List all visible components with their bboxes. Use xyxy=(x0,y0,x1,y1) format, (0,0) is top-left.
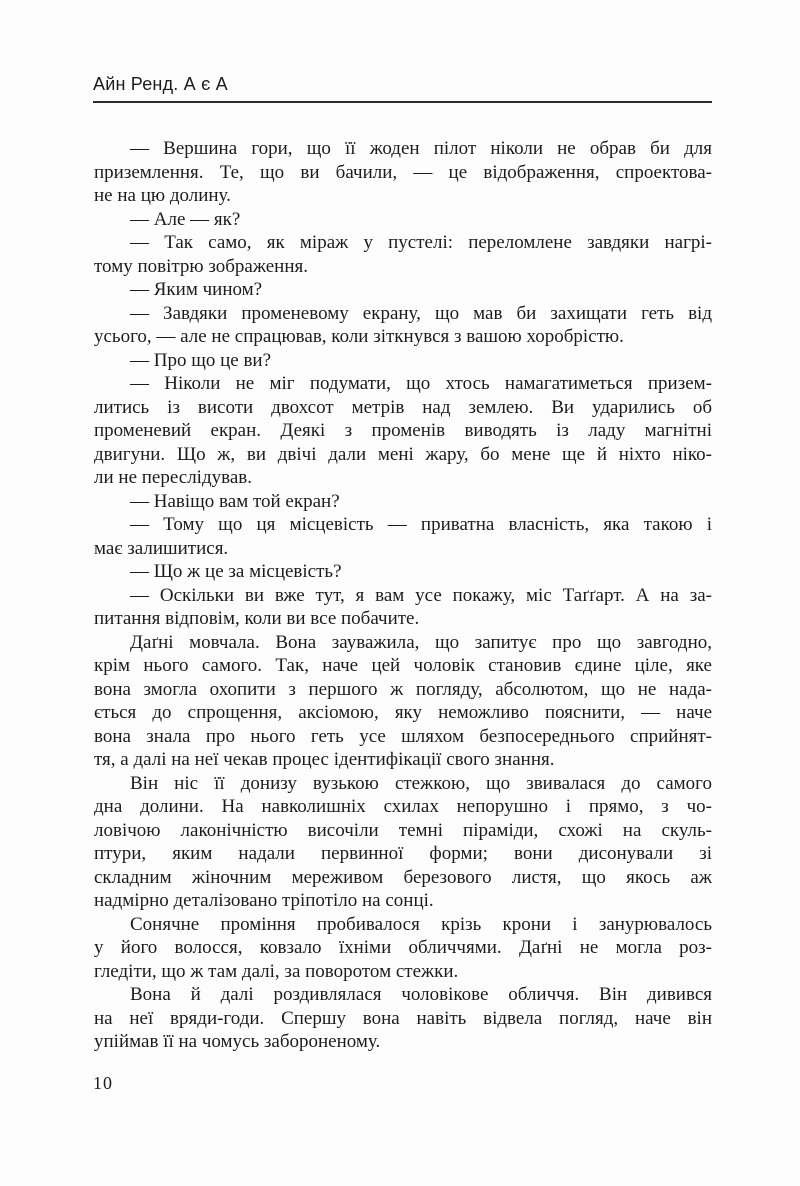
text-line: гледіти, що ж там далі, за поворотом стежки. xyxy=(94,960,459,982)
text-line: — Ніколи не міг подумати, що хтось намагатиметься призем- xyxy=(130,373,712,394)
paragraph xyxy=(94,278,712,302)
page-number: 10 xyxy=(93,1073,113,1093)
paragraph xyxy=(94,913,712,984)
text-line: не на цю долину. xyxy=(94,185,231,206)
paragraph xyxy=(94,231,712,278)
text-line: тому повітрю зображення. xyxy=(94,255,308,277)
text-line: питання відповім, коли ви все побачите. xyxy=(94,608,420,629)
paragraph xyxy=(94,372,712,490)
paragraph xyxy=(94,631,712,772)
text-line: Він ніс її донизу вузькою стежкою, що звивалася до самого xyxy=(130,772,712,794)
text-line: у його волосся, ковзало їхніми обличчями. Даґні не могла роз- xyxy=(94,937,712,958)
text-line: двигуни. Що ж, ви двічі дали мені жару, бо мене ще й ніхто ніко- xyxy=(94,443,712,465)
paragraph xyxy=(94,983,712,1054)
text-line: упіймав її на чомусь забороненому. xyxy=(94,1031,381,1052)
paragraph xyxy=(94,560,712,584)
text-line: на неї вряди-годи. Спершу вона навіть відвела погляд, наче він xyxy=(94,1007,712,1029)
text-line: — Навіщо вам той екран? xyxy=(130,490,340,512)
text-line: Вона й далі роздивлялася чоловікове обличчя. Він дивився xyxy=(130,984,712,1005)
text-line: — Тому що ця місцевість — приватна власність, яка такою і xyxy=(130,514,712,535)
text-line: тя, а далі на неї чекав процес ідентифікації свого знання. xyxy=(94,749,555,770)
text-line: литись із висоти двохсот метрів над землею. Ви ударились об xyxy=(94,396,712,418)
paragraph xyxy=(94,772,712,913)
header-rule xyxy=(93,101,712,103)
text-line: ловічою лаконічністю височіли темні піраміди, схожі на скуль- xyxy=(94,819,712,841)
text-line: — Завдяки променевому екрану, що мав би захищати геть від xyxy=(130,302,712,324)
text-line: приземлення. Те, що ви бачили, — це відображення, спроектова- xyxy=(94,161,712,183)
text-line: усього, — але не спрацював, коли зіткнувся з вашою хоробрістю. xyxy=(94,326,624,347)
text-line: птури, яким надали первинної форми; вони дисонували зі xyxy=(94,843,712,864)
text-line: — Що ж це за місцевість? xyxy=(130,561,342,582)
text-line: — Оскільки ви вже тут, я вам усе покажу, міс Таґґарт. А на за- xyxy=(130,584,712,606)
text-line: Сонячне проміння пробивалося крізь крони і занурювалось xyxy=(130,913,712,935)
text-line: — Вершина гори, що її жоден пілот ніколи не обрав би для xyxy=(130,138,712,159)
text-line: ється до спрощення, аксіомою, яку неможливо пояснити, — наче xyxy=(94,702,712,723)
text-line: — Яким чином? xyxy=(130,279,263,300)
paragraph xyxy=(94,349,712,373)
paragraph xyxy=(94,584,712,631)
text-line: променевий екран. Деякі з променів виводять із ладу магнітні xyxy=(94,420,712,441)
text-line: надмірно деталізовано тріпотіло на сонці. xyxy=(94,890,434,911)
text-line: — Але — як? xyxy=(130,208,241,230)
paragraph xyxy=(94,302,712,349)
text-line: ли не переслідував. xyxy=(94,467,252,488)
paragraph xyxy=(94,208,712,232)
body-text xyxy=(94,137,712,1054)
running-title: Айн Ренд. А є А xyxy=(93,74,228,94)
text-line: дна долини. На навколишніх схилах непорушно і прямо, з чо- xyxy=(94,796,712,817)
paragraph xyxy=(94,513,712,560)
paragraph xyxy=(94,137,712,208)
text-line: Даґні мовчала. Вона зауважила, що запитує про що завгодно, xyxy=(130,631,712,653)
text-line: вона змогла охопити з першого ж погляду, абсолютом, що не нада- xyxy=(94,678,712,700)
paragraph xyxy=(94,490,712,514)
text-line: вона знала про нього геть усе шляхом безпосереднього сприйнят- xyxy=(94,725,712,747)
text-line: має залишитися. xyxy=(94,537,229,559)
text-line: крім нього самого. Так, наче цей чоловік становив єдине ціле, яке xyxy=(94,655,712,676)
text-line: — Про що це ви? xyxy=(130,349,272,371)
text-line: складним жіночним мереживом березового листя, що якось аж xyxy=(94,866,712,888)
text-line: — Так само, як міраж у пустелі: переломлене завдяки нагрі- xyxy=(130,232,712,253)
